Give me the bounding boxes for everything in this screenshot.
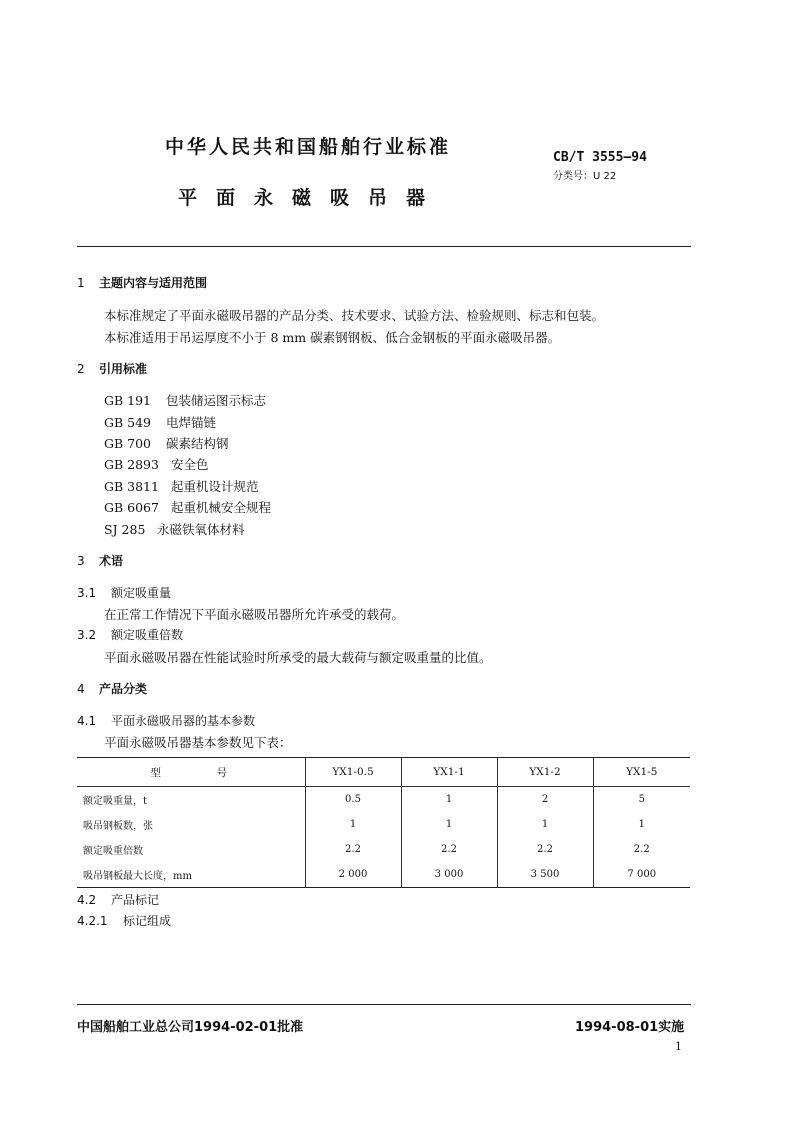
term-3-2-heading	[77, 626, 183, 643]
section-3-heading	[77, 552, 123, 569]
row-label: 额定吸重量，t	[83, 796, 148, 807]
reference-item	[104, 413, 216, 431]
table-header-row	[77, 758, 690, 787]
section-number: 2	[77, 362, 85, 376]
document-title: 平面永磁吸吊器	[178, 187, 445, 209]
section-2-heading	[77, 360, 147, 377]
clause-4-2-1-heading	[77, 912, 171, 929]
reference-item	[104, 477, 259, 495]
table-cell: 7 000	[593, 862, 690, 888]
standard-code: CB/T 3555—94	[553, 150, 647, 165]
section-number: 4	[77, 682, 85, 696]
clause-number: 4.1	[77, 714, 97, 728]
clause-4-2-heading	[77, 891, 159, 908]
clause-number: 3.2	[77, 628, 97, 642]
table-cell: 1	[593, 812, 690, 837]
footer-divider	[77, 1004, 691, 1005]
reference-item	[104, 455, 209, 473]
header-divider	[77, 246, 691, 247]
table-cell: 1	[497, 812, 593, 837]
table-cell: 3 500	[497, 862, 593, 888]
table-cell: 1	[401, 812, 497, 837]
section-1-paragraph-1: 本标准规定了平面永磁吸吊器的产品分类、技术要求、试验方法、检验规则、标志和包装。	[104, 308, 605, 323]
table-cell: 2 000	[305, 862, 401, 888]
table-row	[77, 837, 690, 862]
clause-title: 标记组成	[123, 914, 172, 928]
reference-code: GB 2893	[104, 457, 159, 472]
column-header: YX1-0.5	[305, 758, 401, 787]
table-cell: 2	[497, 787, 593, 813]
clause-title: 产品标记	[111, 893, 160, 907]
standard-category-title: 中华人民共和国船舶行业标准	[165, 136, 452, 158]
clause-number: 4.2	[77, 893, 97, 907]
section-title: 术语	[99, 554, 124, 568]
table-cell: 5	[593, 787, 690, 813]
reference-code: GB 191	[104, 393, 152, 408]
table-cell: 2.2	[497, 837, 593, 862]
term-3-1-definition: 在正常工作情况下平面永磁吸吊器所允许承受的载荷。	[104, 607, 405, 622]
table-cell: 3 000	[401, 862, 497, 888]
reference-name: 起重机设计规范	[171, 479, 259, 494]
row-label: 吸吊钢板数，张	[83, 821, 153, 832]
table-row	[77, 812, 690, 837]
page-number: 1	[675, 1040, 682, 1053]
effective-date: 1994-08-01实施	[575, 1020, 685, 1035]
classification-number: 分类号：U 22	[553, 171, 617, 182]
column-header: YX1-2	[497, 758, 593, 787]
table-row	[77, 862, 690, 888]
clause-4-1-heading	[77, 712, 255, 729]
basic-parameters-table	[77, 757, 690, 888]
section-1-paragraph-2: 本标准适用于吊运厚度不小于 8 mm 碳素钢钢板、低合金钢板的平面永磁吸吊器。	[104, 330, 561, 345]
approval-statement: 中国船舶工业总公司1994-02-01批准	[77, 1020, 304, 1035]
term-3-2-definition: 平面永磁吸吊器在性能试验时所承受的最大载荷与额定吸重量的比值。	[104, 650, 492, 665]
column-header: YX1-5	[593, 758, 690, 787]
section-title: 主题内容与适用范围	[99, 276, 208, 290]
table-cell: 0.5	[305, 787, 401, 813]
reference-code: GB 700	[104, 436, 152, 451]
row-label: 额定吸重倍数	[83, 846, 143, 857]
clause-title: 额定吸重倍数	[111, 628, 184, 642]
table-cell: 2.2	[593, 837, 690, 862]
table-cell: 2.2	[401, 837, 497, 862]
reference-name: 碳素结构钢	[166, 436, 229, 451]
section-title: 产品分类	[99, 682, 148, 696]
reference-code: GB 549	[104, 415, 152, 430]
reference-code: SJ 285	[104, 522, 146, 537]
section-number: 3	[77, 554, 85, 568]
reference-item	[104, 391, 266, 409]
table-row	[77, 787, 690, 813]
table-cell: 1	[401, 787, 497, 813]
section-title: 引用标准	[99, 362, 148, 376]
reference-name: 电焊锚链	[166, 415, 217, 430]
clause-title: 平面永磁吸吊器的基本参数	[111, 714, 256, 728]
reference-item	[104, 434, 229, 452]
section-1-heading	[77, 274, 207, 291]
reference-name: 包装储运图示标志	[166, 393, 267, 408]
reference-item	[104, 498, 271, 516]
reference-name: 起重机械安全规程	[171, 500, 272, 515]
reference-name: 永磁铁氧体材料	[157, 522, 245, 537]
clause-number: 3.1	[77, 586, 97, 600]
table-cell: 2.2	[305, 837, 401, 862]
section-number: 1	[77, 276, 85, 290]
column-header: YX1-1	[401, 758, 497, 787]
reference-name: 安全色	[171, 457, 209, 472]
section-4-heading	[77, 680, 147, 697]
reference-code: GB 3811	[104, 479, 159, 494]
term-3-1-heading	[77, 584, 171, 601]
column-header: 型 号	[77, 758, 305, 787]
reference-code: GB 6067	[104, 500, 159, 515]
clause-title: 额定吸重量	[111, 586, 172, 600]
clause-4-1-text: 平面永磁吸吊器基本参数见下表：	[104, 735, 292, 750]
reference-item	[104, 520, 245, 538]
table-cell: 1	[305, 812, 401, 837]
clause-number: 4.2.1	[77, 914, 108, 928]
row-label: 吸吊钢板最大长度，mm	[83, 871, 192, 882]
